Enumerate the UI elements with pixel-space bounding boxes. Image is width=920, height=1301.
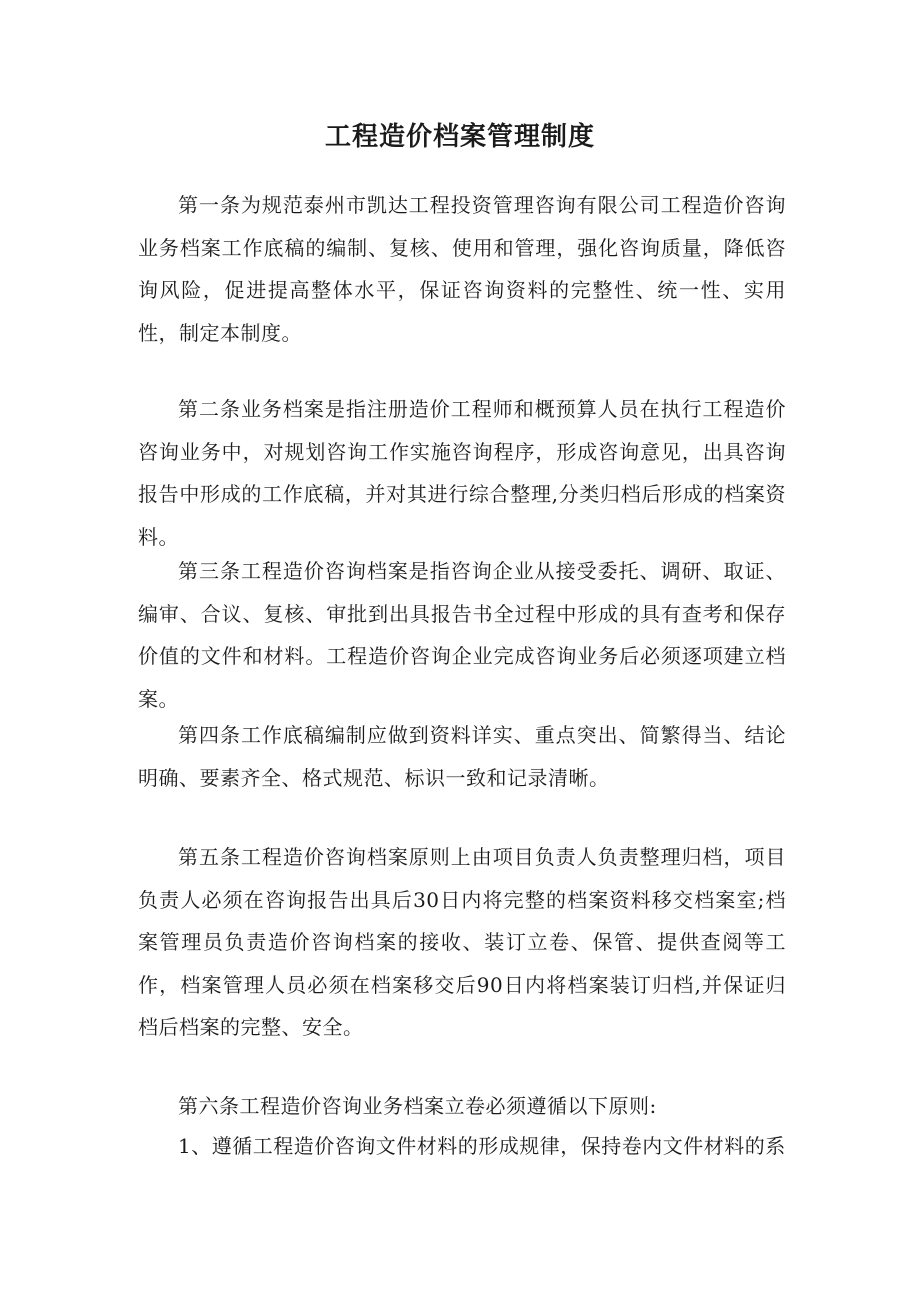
document-title: 工程造价档案管理制度 [324, 122, 595, 152]
article-4-paragraph: 第四条工作底稿编制应做到资料详实、重点突出、简繁得当、结论明确、要素齐全、格式规范、标识一致和记录清晰。 [138, 723, 786, 790]
article-1-paragraph: 第一条为规范泰州市凯达工程投资管理咨询有限公司工程造价咨询业务档案工作底稿的编制、复核、使用和管理，强化咨询质量，降低咨询风险，促进提高整体水平，保证咨询资料的完整性、统一性、实用性，制定本制度。 [138, 193, 786, 345]
article-6-item-1: 1、遵循工程造价咨询文件材料的形成规律，保持卷内文件材料的系 [178, 1134, 786, 1158]
article-6-paragraph: 第六条工程造价咨询业务档案立卷必须遵循以下原则: [178, 1094, 657, 1118]
article-3-paragraph: 第三条工程造价咨询档案是指咨询企业从接受委托、调研、取证、编审、合议、复核、审批到出具报告书全过程中形成的具有查考和保存价值的文件和材料。工程造价咨询企业完成咨询业务后必须逐项建立档案。 [138, 559, 786, 711]
article-2-paragraph: 第二条业务档案是指注册造价工程师和概预算人员在执行工程造价咨询业务中，对规划咨询工作实施咨询程序，形成咨询意见，出具咨询报告中形成的工作底稿，并对其进行综合整理,分类归档后形成的档案资料。 [138, 397, 786, 549]
article-5-paragraph: 第五条工程造价咨询档案原则上由项目负责人负责整理归档，项目负责人必须在咨询报告出具后30日内将完整的档案资料移交档案室;档案管理员负责造价咨询档案的接收、装订立卷、保管、提供查阅等工作，档案管理人员必须在档案移交后90日内将档案装订归档,并保证归档后档案的完整、安全。 [138, 845, 786, 1039]
